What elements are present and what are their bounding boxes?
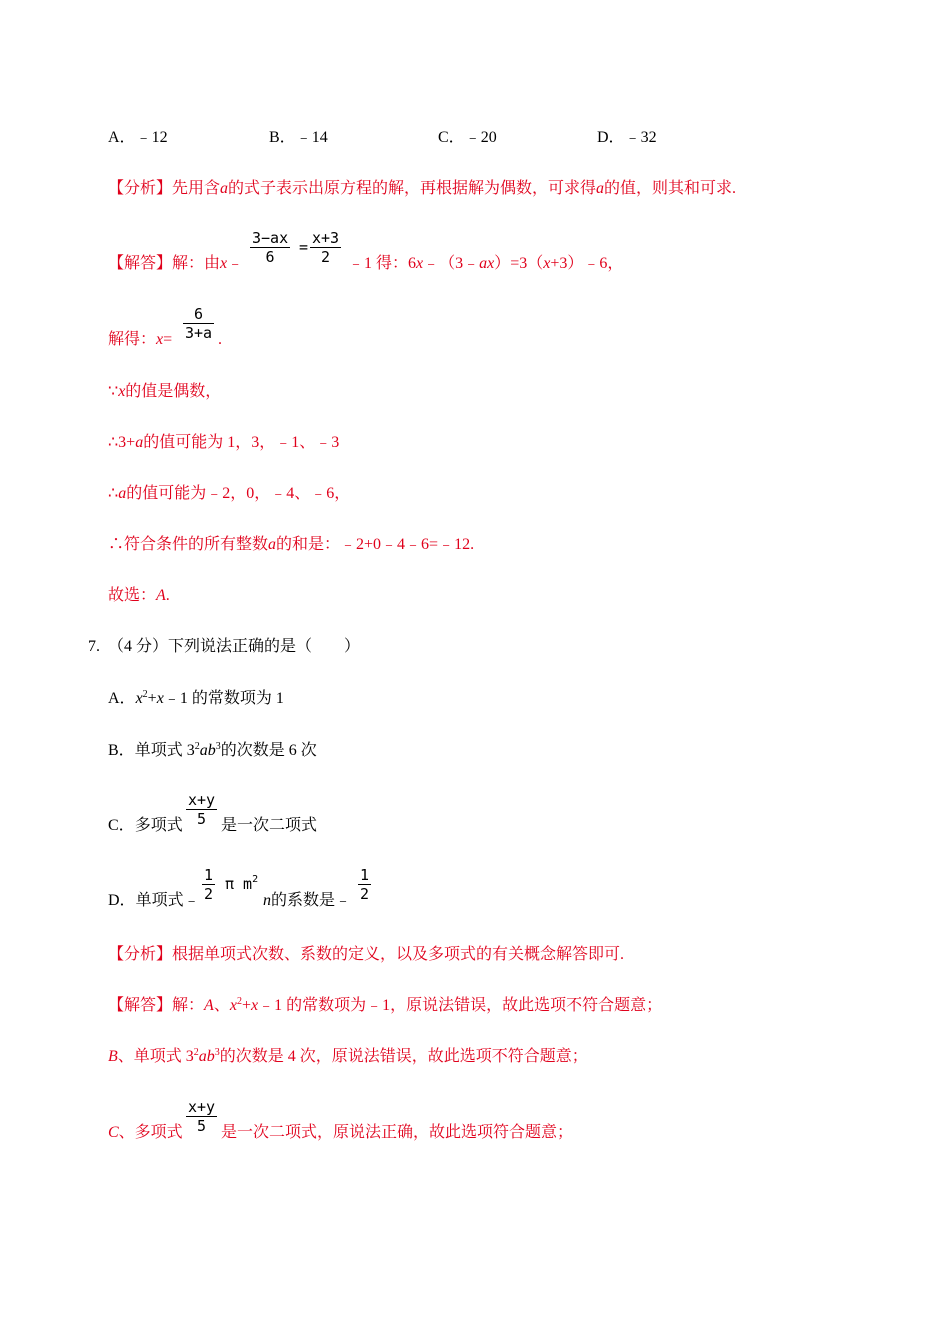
q6-solve-end: . — [218, 331, 222, 348]
q7-answer-b: B、单项式 $3^2ab^3$的次数是 4 次，原说法错误，故此选项不符合题意； — [108, 1047, 588, 1065]
q7-option-d: D．单项式﹣ — [108, 892, 200, 909]
q6-choice: 故选：A. — [108, 587, 170, 604]
q7-option-c: C．多项式 — [108, 817, 183, 834]
q7-option-d-fraction-2: $\frac{1}{2}$ — [360, 866, 370, 903]
q7-option-c-fraction: $\frac{x+y}{5}$ — [188, 791, 216, 828]
q6-fraction-1: $\frac{3-ax}{6}$ — [252, 229, 289, 266]
q7-stem: 7. （4 分）下列说法正确的是（ ） — [88, 638, 361, 655]
q6-equals: = — [299, 238, 309, 256]
option-c: C．﹣20 — [438, 129, 497, 146]
q7-option-d-pi-m: π $m^2$ — [225, 874, 259, 893]
q6-solve: 解得：x= — [108, 331, 173, 348]
q7-answer-c: C、多项式 — [108, 1124, 183, 1141]
q7-option-b: B．单项式 $3^2ab^3$的次数是 6 次 — [108, 741, 317, 759]
q6-fraction-3: $\frac{6}{3+a}$ — [185, 305, 213, 342]
q7-answer-a: 【解答】解：A、$x^2+x﹣1$ 的常数项为﹣1，原说法错误，故此选项不符合题意； — [108, 996, 663, 1014]
option-b: B．﹣14 — [269, 129, 328, 146]
q7-answer-c-fraction: $\frac{x+y}{5}$ — [188, 1098, 216, 1135]
q7-option-c-rest: 是一次二项式 — [221, 817, 318, 834]
q6-fraction-2: $\frac{x+3}{2}$ — [312, 229, 340, 266]
q6-analysis: 【分析】先用含a的式子表示出原方程的解，再根据解为偶数，可求得a的值，则其和可求. — [108, 180, 737, 197]
q7-answer-c-rest: 是一次二项式，原说法正确，故此选项符合题意； — [221, 1124, 574, 1141]
q6-step-1: ∵x的值是偶数， — [108, 383, 222, 400]
q7-option-d-fraction: $\frac{1}{2}$ — [204, 866, 214, 903]
q6-answer-start: 【解答】解：由x﹣ — [108, 255, 244, 272]
q6-answer-end: ﹣1 得：6x﹣（3﹣ax）=3（x+3）﹣6， — [348, 255, 624, 272]
q6-step-4: ∴符合条件的所有整数a的和是：﹣2+0﹣4﹣6=﹣12. — [108, 536, 475, 553]
q7-analysis: 【分析】根据单项式次数、系数的定义，以及多项式的有关概念解答即可. — [108, 946, 625, 963]
q6-step-2: ∴3+a的值可能为 1，3，﹣1、﹣3 — [108, 434, 340, 451]
option-a: A．﹣12 — [108, 129, 168, 146]
option-d: D．﹣32 — [597, 129, 657, 146]
q6-step-3: ∴a的值可能为﹣2，0，﹣4、﹣6， — [108, 485, 351, 502]
q7-option-a: A．$x^2+x﹣1$ 的常数项为 1 — [108, 689, 284, 707]
q7-option-d-rest: n的系数是﹣ — [263, 892, 352, 909]
